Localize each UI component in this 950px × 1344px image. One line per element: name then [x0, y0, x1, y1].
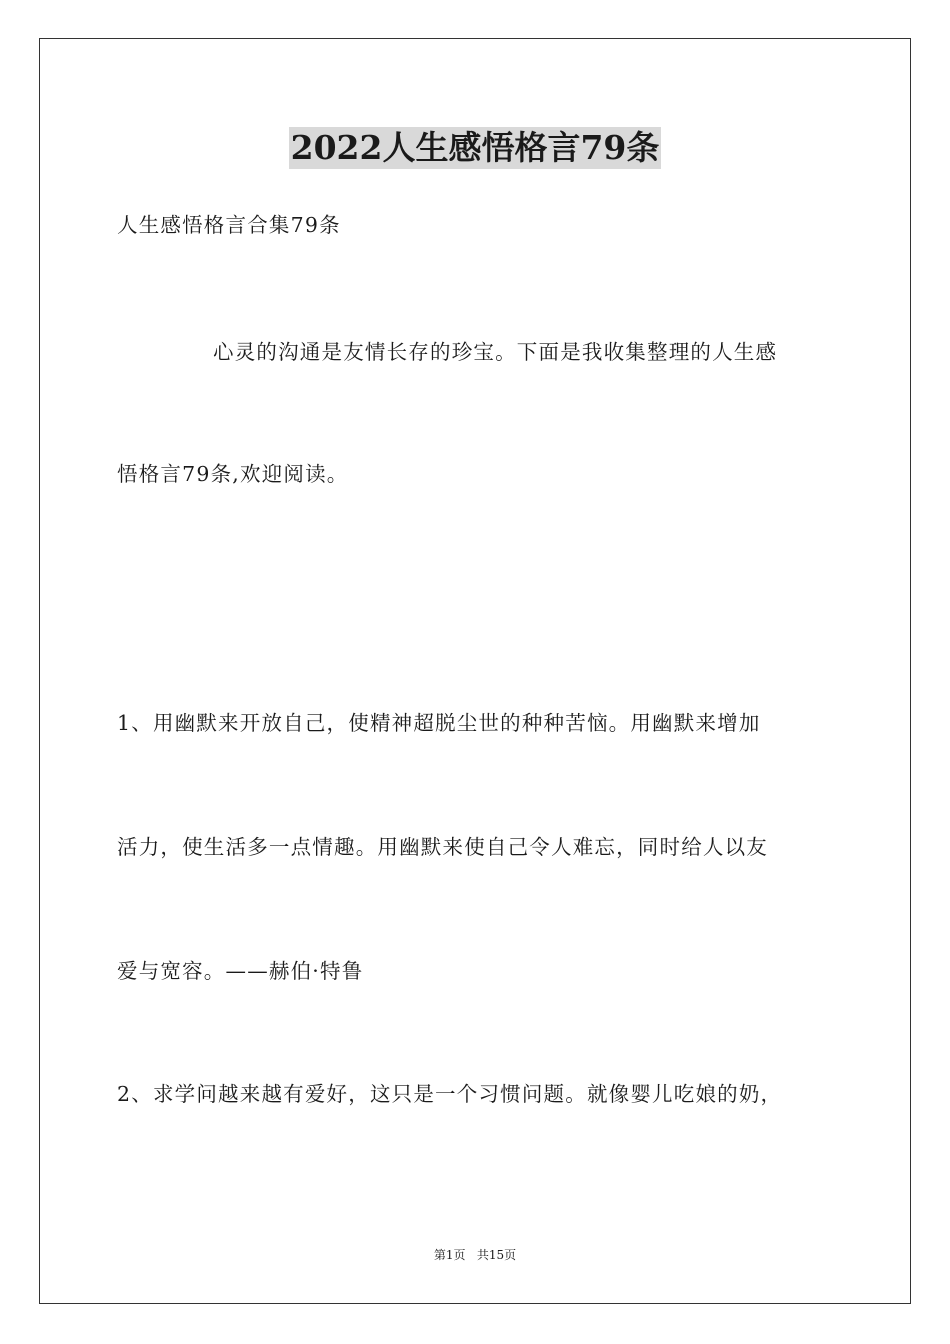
title-container	[0, 127, 950, 169]
document-subtitle: 人生感悟格言合集79条	[117, 213, 341, 237]
intro-paragraph-line-2: 悟格言79条,欢迎阅读。	[117, 462, 349, 486]
item-1-line-3: 爱与宽容。——赫伯·特鲁	[117, 959, 364, 983]
item-1-line-2: 活力，使生活多一点情趣。用幽默来使自己令人难忘，同时给人以友	[117, 835, 768, 859]
item-2-line-1: 2、求学问越来越有爱好，这只是一个习惯问题。就像婴儿吃娘的奶，	[117, 1082, 783, 1106]
document-title: 2022人生感悟格言79条	[290, 128, 660, 167]
intro-paragraph-line-1: 心灵的沟通是友情长存的珍宝。下面是我收集整理的人生感	[213, 340, 778, 364]
item-1-line-1: 1、用幽默来开放自己，使精神超脱尘世的种种苦恼。用幽默来增加	[117, 711, 761, 735]
page-number-footer: 第1页 共15页	[433, 1248, 517, 1262]
